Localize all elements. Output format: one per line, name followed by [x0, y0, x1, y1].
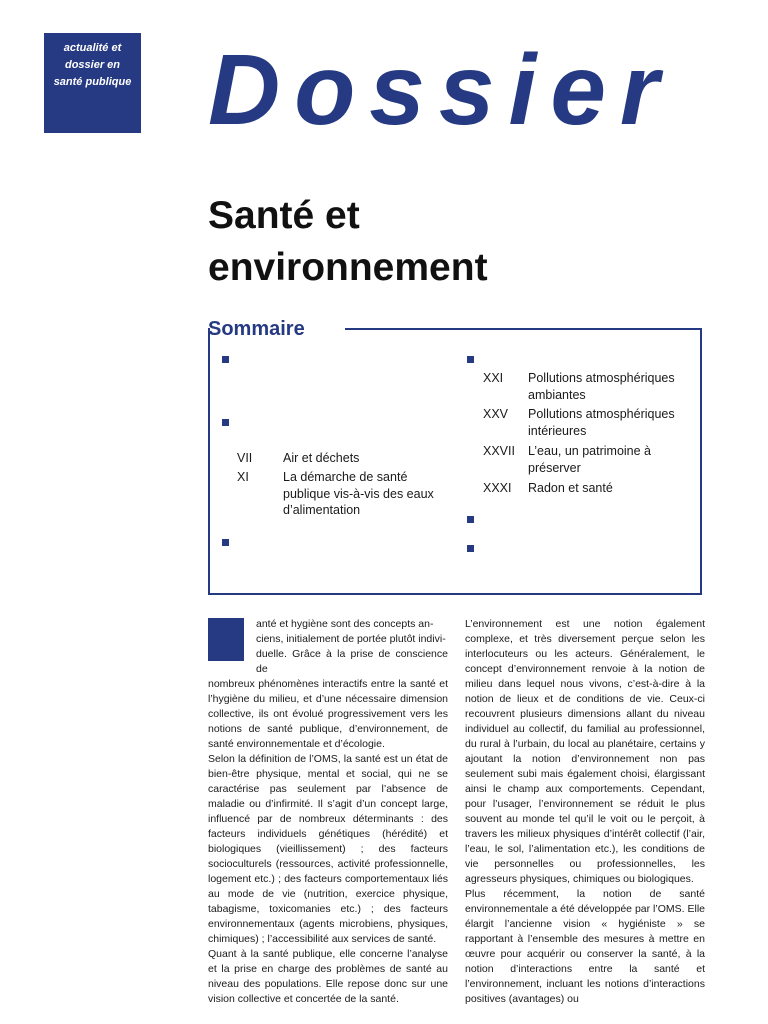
toc-entry[interactable]	[237, 469, 453, 519]
section-tag	[44, 33, 141, 133]
body-column-left	[208, 617, 448, 1007]
paragraph: nombreux phénomènes interactifs entre la santé et l’hygiène du milieu, et d’une nécessaire dimension collective, ils ont évolué progressivement vers les notions de santé publique, d’environnement, de santé environnementale et d’écologie.	[208, 678, 448, 750]
body-column-right	[465, 617, 705, 1007]
section-tag-line: dossier en	[64, 59, 121, 71]
toc-entry[interactable]	[483, 370, 698, 403]
article-title	[208, 190, 728, 294]
sommaire-heading: Sommaire	[208, 318, 305, 340]
toc-title: L’eau, un patrimoine à préserver	[528, 444, 652, 475]
toc-entry[interactable]	[483, 443, 688, 476]
toc-entry[interactable]	[237, 450, 453, 467]
toc-page-number: XXI	[483, 371, 504, 385]
bullet-square-icon	[467, 545, 474, 552]
toc-page-number: XI	[237, 470, 249, 484]
article-title-line: Santé et	[208, 194, 360, 237]
paragraph: Quant à la santé publique, elle concerne l’analyse et la prise en charge des problèmes de santé au niveau des populations. Elle repose donc sur une vision collective et concertée de la santé.	[208, 948, 448, 1005]
toc-title: Radon et santé	[528, 481, 613, 495]
section-tag-line: santé publique	[53, 76, 132, 88]
paragraph: Plus récemment, la notion de santé environnementale a été développée par l’OMS. Elle élargit l’ancienne vision « hygiéniste » se rapportant à l’ensemble des mesures à mettre en œuvre pour acquérir ou conserver la santé, à la notion d’interactions entre la santé et l’environnement, incluant les notions d’interactions positives (avantages) ou	[465, 888, 705, 1005]
section-tag-line: actualité et	[63, 42, 122, 54]
paragraph-line: anté et hygiène sont des concepts an-	[256, 618, 434, 630]
bullet-square-icon	[222, 539, 229, 546]
toc-title: Air et déchets	[283, 451, 360, 465]
paragraph-line: ciens, initialement de portée plutôt indivi-	[256, 633, 446, 645]
toc-entry[interactable]	[483, 480, 698, 497]
toc-page-number: XXXI	[483, 481, 512, 495]
toc-title: La démarche de santé publique vis-à-vis des eaux d’alimentation	[283, 470, 434, 517]
paragraph-line: duelle. Grâce à la prise de conscience de	[256, 648, 448, 675]
toc-page-number: XXVII	[483, 444, 515, 458]
toc-entry[interactable]	[483, 406, 698, 439]
article-title-line: environnement	[208, 246, 488, 289]
toc-page-number: XXV	[483, 407, 509, 421]
toc-page-number: VII	[237, 451, 253, 465]
paragraph: Selon la définition de l’OMS, la santé est un état de bien-être physique, mental et social, qui ne se caractérise pas seulement par l’absence de maladie ou d’infirmité. Il s’agit d’un concept large, influencé par de nombreux déterminants : des facteurs individuels génétiques (hérédité) et biologiques (vieillissement) ; des facteurs socioculturels (ressources, activité professionnelle, logement etc.) ; des facteurs comportementaux liés au mode de vie (nutrition, exercice physique, tabagisme, toxicomanies etc.) ; des facteurs environnementaux (agents microbiens, physiques, chimiques) ; l’accessibilité aux services de santé.	[208, 753, 448, 945]
bullet-square-icon	[222, 356, 229, 363]
toc-title: Pollutions atmosphériques ambiantes	[528, 371, 675, 402]
sommaire-box	[208, 328, 702, 595]
toc-title: Pollutions atmosphériques intérieures	[528, 407, 675, 438]
masthead-title: Dossier	[208, 34, 673, 146]
bullet-square-icon	[222, 419, 229, 426]
paragraph: L’environnement est une notion également complexe, et très diversement perçue selon les interlocuteurs ou les acteurs. Généralement, le concept d’environnement renvoie à la notion de milieu dans lequel nous vivons, c’est-à-dire à la notion de lieux et de conditions de vie. Ceux-ci recouvrent plusieurs dimensions allant du niveau individuel au collectif, du familial au professionnel, du rural à l’urbain, du local au planétaire, certains y ajoutant la notion d’environnement non pas seulement subi mais également choisi, élargissant ainsi le champ aux comportements. Cependant, pour l’usager, l’environnement se réduit le plus souvent au monde tel qu’il le voit ou le perçoit, à travers les milieux physiques d’intérêt collectif (l’air, l’eau, le sol, l’alimentation etc.), les conditions de vie personnelles ou professionnelles, les agresseurs physiques, chimiques ou biologiques.	[465, 618, 705, 885]
bullet-square-icon	[467, 516, 474, 523]
bullet-square-icon	[467, 356, 474, 363]
